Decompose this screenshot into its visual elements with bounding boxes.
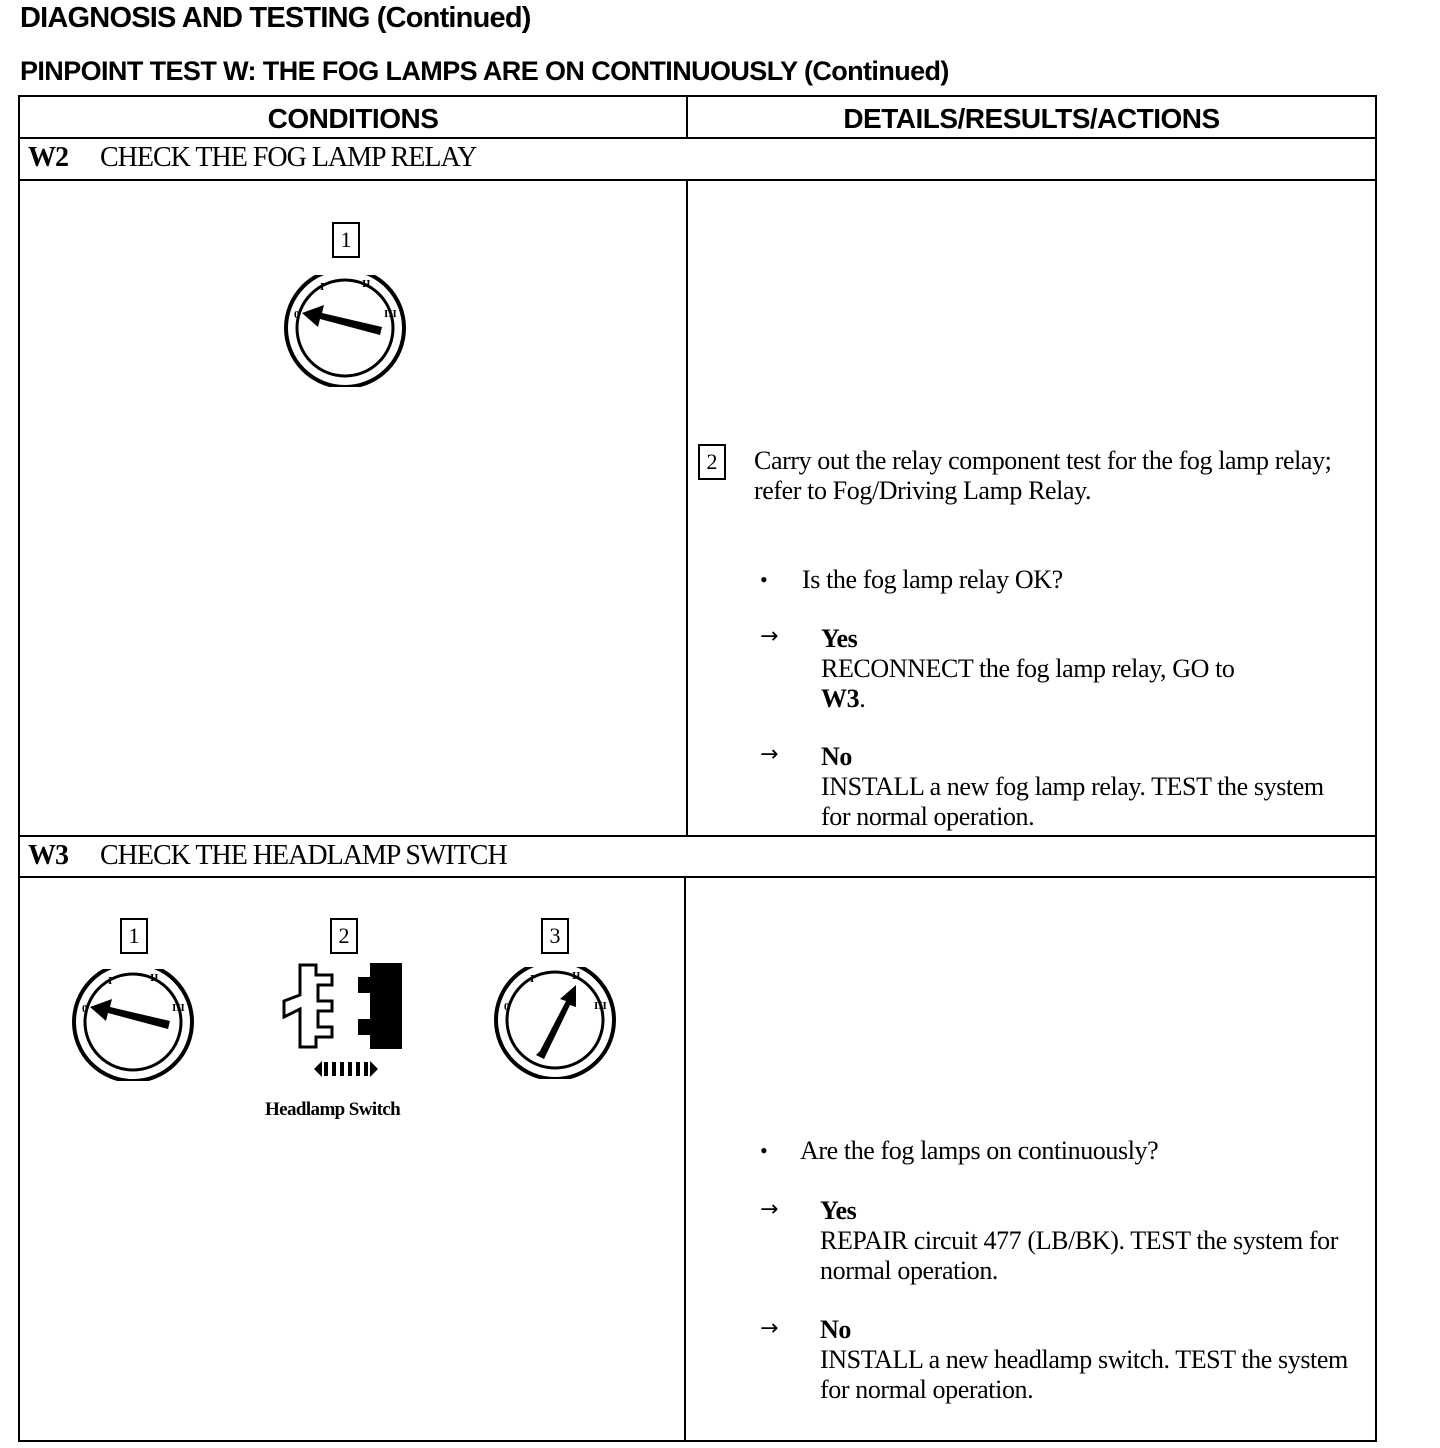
step-title: CHECK THE FOG LAMP RELAY	[100, 142, 477, 173]
arrow-right-icon: →	[760, 742, 779, 767]
answer-no-label: No	[821, 742, 852, 771]
test-title: PINPOINT TEST W: THE FOG LAMPS ARE ON CONTINUOUSLY (Continued)	[20, 56, 949, 86]
question: Are the fog lamps on continuously?	[800, 1136, 1159, 1165]
arrow-right-icon: →	[760, 1316, 779, 1341]
yes-action-text: RECONNECT the fog lamp relay, GO to	[821, 654, 1235, 683]
arrow-right-icon: →	[760, 624, 779, 649]
row-divider	[20, 876, 1375, 878]
svg-text:II: II	[572, 970, 581, 982]
svg-text:I: I	[530, 973, 535, 985]
page-title: DIAGNOSIS AND TESTING (Continued)	[20, 2, 531, 34]
ignition-switch-off-icon	[280, 275, 410, 387]
step-title: CHECK THE HEADLAMP SWITCH	[100, 840, 507, 871]
step-callout-2: 2	[698, 444, 726, 480]
answer-yes-action	[821, 654, 1341, 714]
step-instruction: Carry out the relay component test for the fog lamp relay; refer to Fog/Driving Lamp Relay.	[754, 446, 1332, 505]
pinpoint-test-table	[18, 95, 1377, 1442]
answer-yes-action: REPAIR circuit 477 (LB/BK). TEST the system for normal operation.	[820, 1226, 1339, 1285]
column-divider	[684, 878, 686, 1440]
svg-text:II: II	[150, 972, 159, 984]
goto-step-link: W3	[821, 684, 860, 713]
figure-caption: Headlamp Switch	[265, 1099, 401, 1120]
answer-yes-label: Yes	[820, 1196, 857, 1225]
step-heading-w2	[28, 142, 476, 174]
svg-text:0: 0	[504, 1001, 510, 1013]
figure-callout-2: 2	[330, 918, 358, 954]
column-header-details: DETAILS/RESULTS/ACTIONS	[843, 103, 1220, 134]
column-header-conditions: CONDITIONS	[267, 103, 439, 134]
question: Is the fog lamp relay OK?	[802, 565, 1063, 594]
answer-yes-label: Yes	[821, 624, 858, 653]
column-divider	[686, 181, 688, 835]
svg-text:III: III	[594, 1000, 607, 1012]
svg-text:0: 0	[294, 309, 300, 321]
figure-callout-1: 1	[332, 222, 360, 258]
svg-text:0: 0	[82, 1003, 88, 1015]
step-heading-w3	[28, 840, 507, 872]
answer-no-action: INSTALL a new fog lamp relay. TEST the system for normal operation.	[821, 772, 1324, 831]
headlamp-switch-connector-icon	[278, 961, 408, 1087]
goto-suffix: .	[859, 684, 866, 713]
arrow-right-icon: →	[760, 1197, 779, 1222]
ignition-switch-off-icon	[68, 969, 198, 1081]
ignition-switch-on-icon	[490, 967, 620, 1079]
svg-text:III: III	[384, 308, 397, 320]
svg-text:I: I	[320, 281, 325, 293]
figure-callout-3: 3	[541, 918, 569, 954]
svg-text:II: II	[362, 278, 371, 290]
row-divider	[20, 835, 1375, 837]
bullet-icon: •	[760, 567, 768, 592]
svg-text:I: I	[108, 975, 113, 987]
step-id: W3	[28, 840, 68, 871]
figure-callout-1: 1	[120, 918, 148, 954]
svg-text:III: III	[172, 1002, 185, 1014]
header-divider	[20, 137, 1375, 139]
answer-no-label: No	[820, 1315, 851, 1344]
answer-no-action: INSTALL a new headlamp switch. TEST the system for normal operation.	[820, 1345, 1348, 1404]
step-id: W2	[28, 142, 68, 173]
row-divider	[20, 179, 1375, 181]
bullet-icon: •	[760, 1138, 768, 1163]
